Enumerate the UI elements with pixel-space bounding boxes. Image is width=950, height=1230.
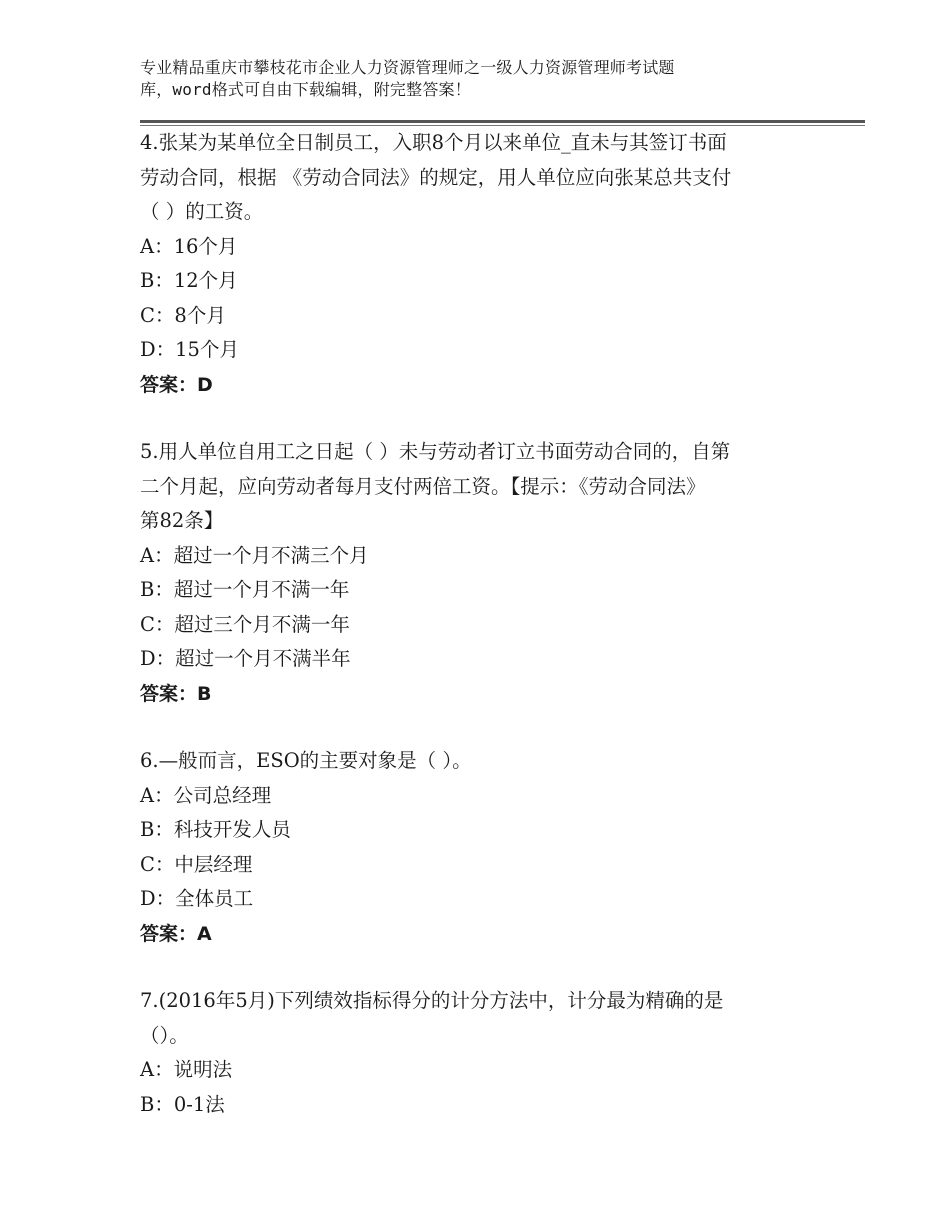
question-list: [140, 126, 840, 1155]
question-5: [140, 435, 840, 711]
question-6-option-b: B：科技开发人员: [140, 818, 291, 841]
question-4-stem-line-2: 劳动合同，根据 《劳动合同法》的规定，用人单位应向张某总共支付: [140, 165, 732, 189]
question-5-option-c: C：超过三个月不满一年: [140, 612, 350, 636]
question-5-stem-line-3: 第82条】: [140, 509, 224, 532]
question-7-stem-line-2: （）。: [140, 1023, 189, 1047]
question-5-option-d: D：超过一个月不满半年: [140, 647, 351, 670]
header-divider-thick: [140, 120, 865, 123]
question-7-stem-line-1: 7.(2016年5月)下列绩效指标得分的计分方法中，计分最为精确的是: [140, 989, 724, 1012]
question-6-option-d: D：全体员工: [140, 887, 254, 910]
question-6-option-c: C：中层经理: [140, 852, 253, 876]
question-6-option-a: A：公司总经理: [140, 783, 272, 807]
question-4-stem-line-1: 4.张某为某单位全日制员工，入职8个月以来单位_直未与其签订书面: [140, 131, 727, 154]
question-6-answer: 答案：A: [140, 922, 212, 945]
question-5-stem-line-2: 二个月起，应向劳动者每月支付两倍工资。【提示：《劳动合同法》: [140, 474, 706, 498]
question-5-option-b: B：超过一个月不满一年: [140, 578, 350, 601]
question-7-option-b: B：0-1法: [140, 1092, 225, 1116]
question-5-option-a: A：超过一个月不满三个月: [140, 543, 369, 567]
question-7-option-a: A：说明法: [140, 1058, 233, 1081]
question-4-option-a: A：16个月: [140, 234, 238, 258]
question-5-answer: 答案：B: [140, 682, 212, 705]
question-4: [140, 126, 840, 402]
question-5-stem-line-1: 5.用人单位自用工之日起（ ）未与劳动者订立书面劳动合同的，自第: [140, 440, 731, 463]
header-title-line-2: 库，word格式可自由下载编辑，附完整答案！: [140, 80, 471, 99]
question-4-stem-line-3: （ ）的工资。: [140, 200, 264, 223]
question-7: [140, 984, 840, 1122]
question-4-answer: 答案：D: [140, 373, 213, 396]
question-6: [140, 744, 840, 951]
question-4-option-c: C：8个月: [140, 303, 226, 327]
document-header: [140, 57, 840, 101]
header-title-line-1: 专业精品重庆市攀枝花市企业人力资源管理师之一级人力资源管理师考试题: [140, 58, 675, 77]
question-4-option-b: B：12个月: [140, 269, 238, 292]
question-4-option-d: D：15个月: [140, 338, 239, 361]
question-6-stem-line-1: 6.—般而言，ESO的主要对象是（ ）。: [140, 749, 472, 772]
